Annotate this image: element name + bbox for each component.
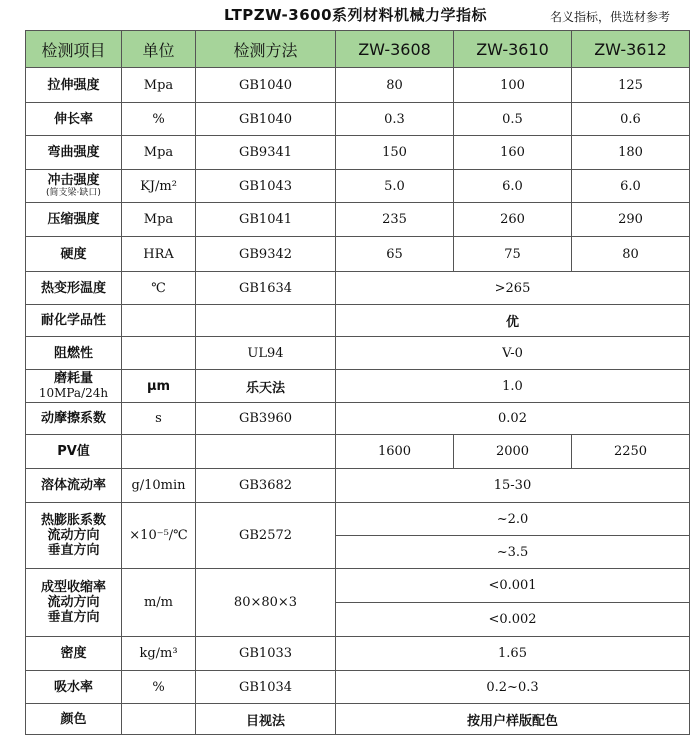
row-unit: Mpa bbox=[122, 203, 196, 237]
row-unit bbox=[122, 337, 196, 370]
reference-note: 名义指标，供选材参考 bbox=[549, 10, 670, 24]
row-value-zw3610: 2000 bbox=[454, 435, 572, 469]
row-unit: % bbox=[122, 103, 196, 136]
row-unit: kg/m³ bbox=[122, 637, 196, 671]
row-value-zw3612: 0.6 bbox=[572, 103, 690, 136]
row-name: 阻燃性 bbox=[26, 337, 122, 370]
row-name-main: 热膨胀系数 bbox=[40, 513, 106, 528]
row-unit bbox=[122, 704, 196, 735]
row-name-main: 磨耗量 bbox=[53, 371, 93, 386]
table-row bbox=[26, 671, 690, 704]
row-method: 目视法 bbox=[196, 704, 336, 735]
row-unit: μm bbox=[122, 370, 196, 403]
table-row bbox=[26, 569, 690, 603]
row-unit: % bbox=[122, 671, 196, 704]
row-value-zw3610: 260 bbox=[454, 203, 572, 237]
row-name: 溶体流动率 bbox=[26, 469, 122, 503]
header-unit: 单位 bbox=[122, 31, 196, 68]
row-unit: HRA bbox=[122, 237, 196, 272]
table-row bbox=[26, 435, 690, 469]
row-value-vertical: <0.002 bbox=[336, 603, 690, 637]
row-value-zw3610: 160 bbox=[454, 136, 572, 170]
specs-table bbox=[25, 30, 690, 735]
table-row bbox=[26, 203, 690, 237]
row-method: GB1040 bbox=[196, 103, 336, 136]
row-name bbox=[26, 370, 122, 403]
row-value-zw3612: 2250 bbox=[572, 435, 690, 469]
table-row bbox=[26, 469, 690, 503]
row-name bbox=[26, 569, 122, 637]
row-unit bbox=[122, 435, 196, 469]
row-name-flow: 流动方向 bbox=[47, 595, 100, 610]
row-name-condition: 10MPa/24h bbox=[38, 386, 109, 400]
row-value-zw3608: 65 bbox=[336, 237, 454, 272]
row-unit: s bbox=[122, 403, 196, 435]
row-name-sub: (简支梁·缺口) bbox=[46, 188, 101, 198]
table-row bbox=[26, 170, 690, 203]
row-method: GB2572 bbox=[196, 503, 336, 569]
row-name bbox=[26, 170, 122, 203]
table-header-row bbox=[26, 31, 690, 68]
row-value-zw3608: 150 bbox=[336, 136, 454, 170]
header-zw3610: ZW-3610 bbox=[454, 31, 572, 68]
row-name: 热变形温度 bbox=[26, 272, 122, 305]
header-zw3608: ZW-3608 bbox=[336, 31, 454, 68]
row-value-all: V-0 bbox=[336, 337, 690, 370]
row-name-flow: 流动方向 bbox=[47, 528, 100, 543]
row-value-all: 0.02 bbox=[336, 403, 690, 435]
row-method: GB3682 bbox=[196, 469, 336, 503]
row-name: 密度 bbox=[26, 637, 122, 671]
table-row bbox=[26, 305, 690, 337]
row-method: GB1034 bbox=[196, 671, 336, 704]
row-name: 动摩擦系数 bbox=[26, 403, 122, 435]
row-name-vertical: 垂直方向 bbox=[47, 543, 100, 558]
table-row bbox=[26, 403, 690, 435]
row-value-zw3612: 290 bbox=[572, 203, 690, 237]
row-method: GB9342 bbox=[196, 237, 336, 272]
row-value-zw3612: 6.0 bbox=[572, 170, 690, 203]
row-unit: g/10min bbox=[122, 469, 196, 503]
row-name: 弯曲强度 bbox=[26, 136, 122, 170]
row-method: GB1041 bbox=[196, 203, 336, 237]
row-value-zw3610: 6.0 bbox=[454, 170, 572, 203]
table-row bbox=[26, 503, 690, 536]
row-unit: Mpa bbox=[122, 136, 196, 170]
row-name bbox=[26, 503, 122, 569]
row-method: GB1043 bbox=[196, 170, 336, 203]
table-row bbox=[26, 337, 690, 370]
row-value-vertical: ~3.5 bbox=[336, 536, 690, 569]
table-row bbox=[26, 704, 690, 735]
row-unit: ℃ bbox=[122, 272, 196, 305]
row-unit: m/m bbox=[122, 569, 196, 637]
row-value-zw3610: 75 bbox=[454, 237, 572, 272]
row-unit bbox=[122, 305, 196, 337]
header-item: 检测项目 bbox=[26, 31, 122, 68]
row-name: 耐化学品性 bbox=[26, 305, 122, 337]
row-method: GB9341 bbox=[196, 136, 336, 170]
row-unit: KJ/m² bbox=[122, 170, 196, 203]
page-title-bar bbox=[0, 4, 700, 26]
row-value-flow: ~2.0 bbox=[336, 503, 690, 536]
row-value-flow: <0.001 bbox=[336, 569, 690, 603]
row-name: 吸水率 bbox=[26, 671, 122, 704]
row-value-all: 0.2~0.3 bbox=[336, 671, 690, 704]
row-name: 颜色 bbox=[26, 704, 122, 735]
page-title: LTPZW-3600系列材料机械力学指标 bbox=[224, 6, 488, 24]
header-method: 检测方法 bbox=[196, 31, 336, 68]
row-method: GB1040 bbox=[196, 68, 336, 103]
row-value-zw3608: 1600 bbox=[336, 435, 454, 469]
row-value-zw3608: 80 bbox=[336, 68, 454, 103]
row-value-zw3608: 5.0 bbox=[336, 170, 454, 203]
row-value-all: 按用户样版配色 bbox=[336, 704, 690, 735]
row-value-all: 优 bbox=[336, 305, 690, 337]
row-value-zw3610: 0.5 bbox=[454, 103, 572, 136]
table-row bbox=[26, 370, 690, 403]
row-value-zw3612: 80 bbox=[572, 237, 690, 272]
row-name-main: 冲击强度 bbox=[47, 173, 100, 188]
row-value-zw3612: 180 bbox=[572, 136, 690, 170]
row-name: 硬度 bbox=[26, 237, 122, 272]
row-method bbox=[196, 435, 336, 469]
row-value-all: >265 bbox=[336, 272, 690, 305]
row-method bbox=[196, 305, 336, 337]
row-unit: Mpa bbox=[122, 68, 196, 103]
row-name: 拉伸强度 bbox=[26, 68, 122, 103]
header-zw3612: ZW-3612 bbox=[572, 31, 690, 68]
row-method: UL94 bbox=[196, 337, 336, 370]
row-name: PV值 bbox=[26, 435, 122, 469]
row-method: 乐天法 bbox=[196, 370, 336, 403]
row-method: GB1033 bbox=[196, 637, 336, 671]
row-value-zw3612: 125 bbox=[572, 68, 690, 103]
table-row bbox=[26, 637, 690, 671]
row-value-all: 1.0 bbox=[336, 370, 690, 403]
row-name: 伸长率 bbox=[26, 103, 122, 136]
row-method: GB3960 bbox=[196, 403, 336, 435]
row-value-zw3610: 100 bbox=[454, 68, 572, 103]
row-name: 压缩强度 bbox=[26, 203, 122, 237]
table-row bbox=[26, 237, 690, 272]
row-method: GB1634 bbox=[196, 272, 336, 305]
table-row bbox=[26, 103, 690, 136]
table-row bbox=[26, 136, 690, 170]
row-name-vertical: 垂直方向 bbox=[47, 610, 100, 625]
row-value-all: 1.65 bbox=[336, 637, 690, 671]
row-value-zw3608: 235 bbox=[336, 203, 454, 237]
table-row bbox=[26, 68, 690, 103]
row-method: 80×80×3 bbox=[196, 569, 336, 637]
row-name-main: 成型收缩率 bbox=[40, 580, 106, 595]
table-row bbox=[26, 272, 690, 305]
row-unit: ×10⁻⁵/℃ bbox=[122, 503, 196, 569]
row-value-all: 15-30 bbox=[336, 469, 690, 503]
row-value-zw3608: 0.3 bbox=[336, 103, 454, 136]
